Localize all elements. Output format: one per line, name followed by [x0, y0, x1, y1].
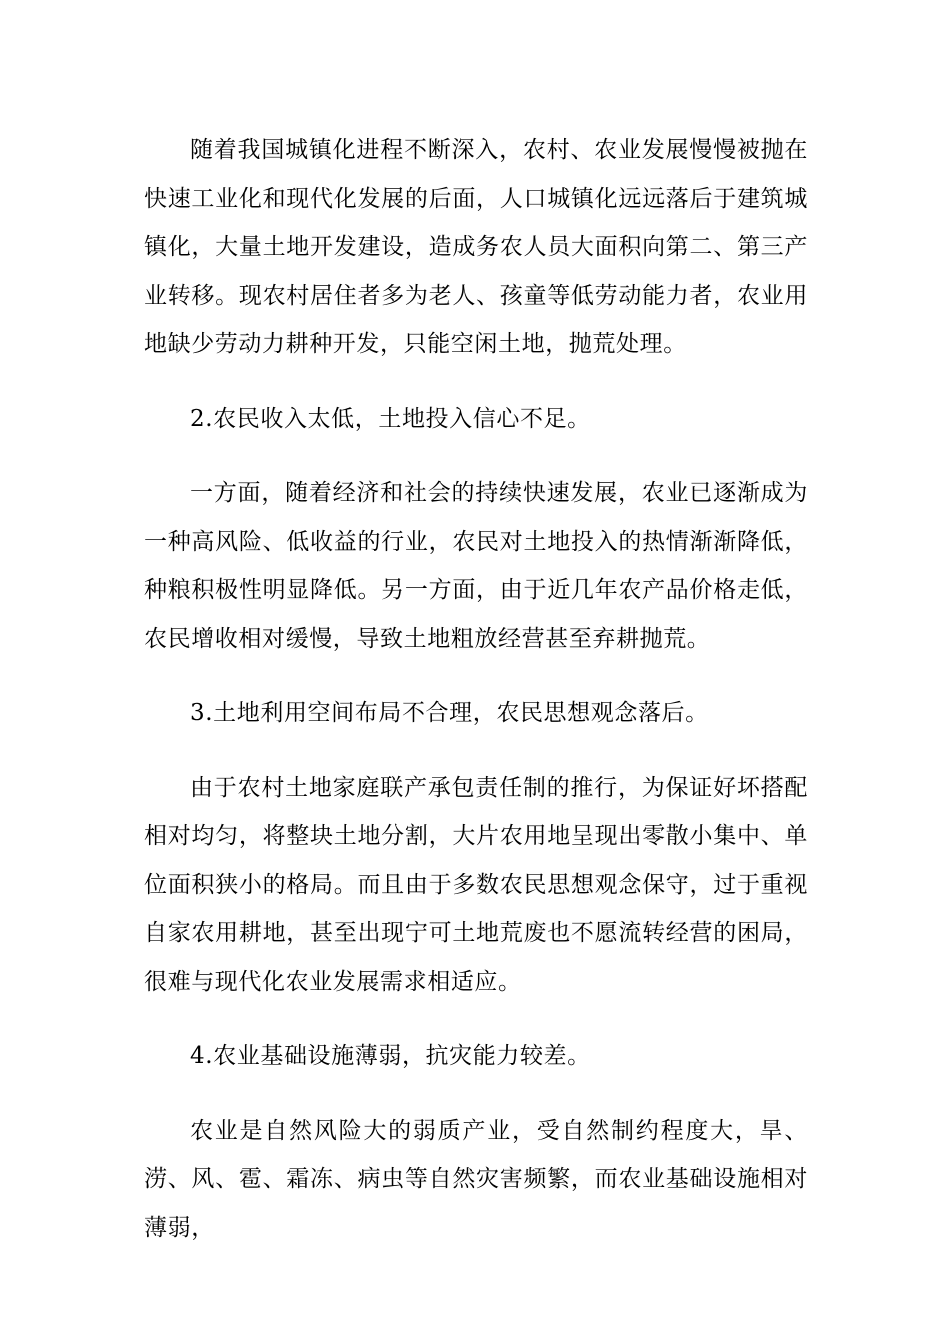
- document-body: [144, 126, 808, 1252]
- paragraph-spacer: [144, 443, 808, 469]
- paragraph-spacer: [144, 663, 808, 689]
- paragraph-spacer: [144, 1006, 808, 1032]
- paragraph-urbanization: 随着我国城镇化进程不断深入，农村、农业发展慢慢被抛在快速工业化和现代化发展的后面，人口城镇化远远落后于建筑城镇化，大量土地开发建设，造成务农人员大面积向第二、第三产业转移。现农村居住者多为老人、孩童等低劳动能力者，农业用地缺少劳动力耕种开发，只能空闲土地，抛荒处理。: [144, 137, 808, 357]
- paragraph-land-layout: 由于农村土地家庭联产承包责任制的推行，为保证好坏搭配相对均匀，将整块土地分割，大片农用地呈现出零散小集中、单位面积狭小的格局。而且由于多数农民思想观念保守，过于重视自家农用耕地，甚至出现宁可土地荒废也不愿流转经营的困局，很难与现代化农业发展需求相适应。: [144, 774, 808, 995]
- heading-low-income: 2.农民收入太低，土地投入信心不足。: [190, 405, 591, 432]
- heading-land-layout: 3.土地利用空间布局不合理，农民思想观念落后。: [190, 700, 709, 726]
- paragraph-spacer: [144, 1081, 808, 1107]
- paragraph-low-income: 一方面，随着经济和社会的持续快速发展，农业已逐渐成为一种高风险、低收益的行业，农民对土地投入的热情渐渐降低，种粮积极性明显降低。另一方面，由于近几年农产品价格走低，农民增收相对缓慢，导致土地粗放经营甚至弃耕抛荒。: [144, 480, 808, 652]
- heading-infrastructure: 4.农业基础设施薄弱，抗灾能力较差。: [190, 1043, 591, 1069]
- paragraph-spacer: [144, 369, 808, 395]
- paragraph-spacer: [144, 738, 808, 764]
- paragraph-infrastructure: 农业是自然风险大的弱质产业，受自然制约程度大，旱、涝、风、雹、霜冻、病虫等自然灾害频繁，而农业基础设施相对薄弱，: [144, 1117, 808, 1241]
